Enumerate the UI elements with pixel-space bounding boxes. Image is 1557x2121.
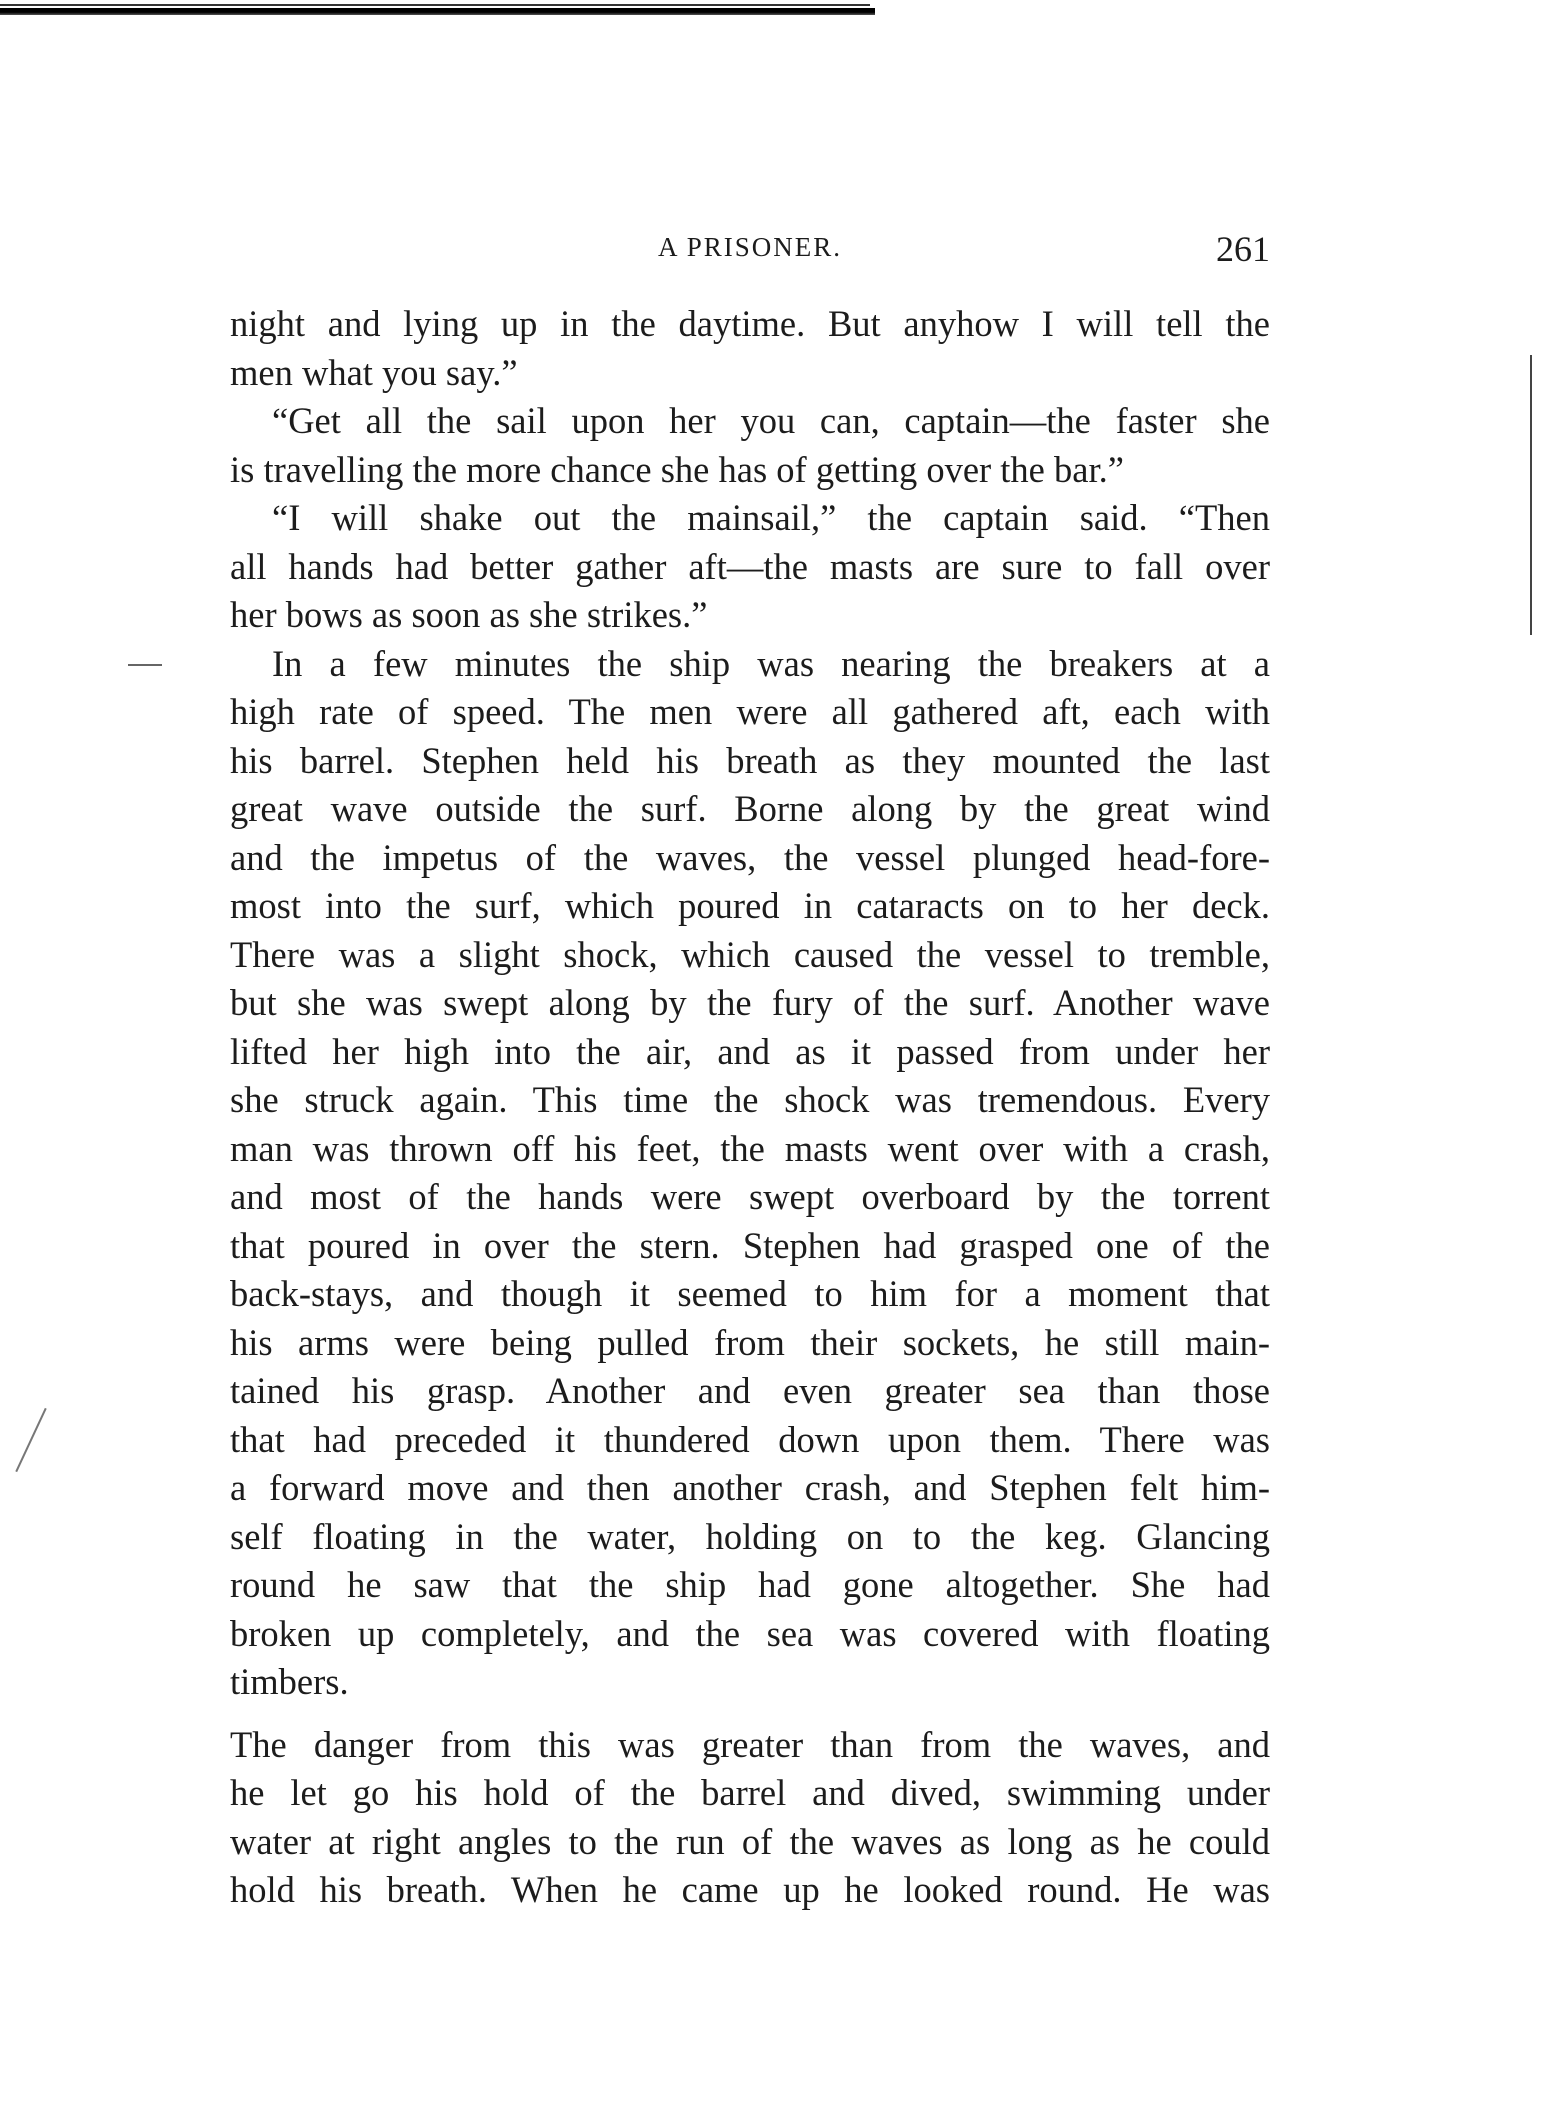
- text-line: tained his grasp. Another and even greater sea than those: [230, 1370, 1270, 1411]
- scan-mark: [128, 664, 162, 666]
- text-line: “Get all the sail upon her you can, captain—the faster she: [272, 400, 1270, 441]
- text-line: men what you say.”: [230, 351, 518, 393]
- text-line: great wave outside the surf. Borne along by the great wind: [230, 788, 1270, 829]
- text-line: The danger from this was greater than from the waves, and: [230, 1723, 1270, 1765]
- paragraph: [230, 640, 1270, 1707]
- text-line: back-stays, and though it seemed to him for a moment that: [230, 1273, 1270, 1314]
- text-line: night and lying up in the daytime. But anyhow I will tell the: [230, 303, 1270, 344]
- text-line: her bows as soon as she strikes.”: [230, 594, 708, 635]
- text-line: water at right angles to the run of the waves as long as he could: [230, 1820, 1270, 1862]
- text-line: most into the surf, which poured in cataracts on to her deck.: [230, 885, 1270, 926]
- paragraph: [230, 1721, 1270, 1915]
- text-line: There was a slight shock, which caused the vessel to tremble,: [230, 933, 1270, 975]
- page-number: 261: [1216, 229, 1270, 269]
- text-line: In a few minutes the ship was nearing the breakers at a: [272, 642, 1270, 684]
- running-head: [230, 229, 1270, 282]
- text-line: “I will shake out the mainsail,” the captain said. “Then: [272, 497, 1270, 538]
- paragraph: [230, 494, 1270, 640]
- chapter-title: A PRISONER.: [657, 232, 843, 262]
- text-line: man was thrown off his feet, the masts went over with a crash,: [230, 1127, 1270, 1169]
- paragraph: [230, 397, 1270, 494]
- body-text: [230, 300, 1270, 1915]
- text-line: high rate of speed. The men were all gathered aft, each with: [230, 691, 1270, 732]
- text-line: that poured in over the stern. Stephen had grasped one of the: [230, 1224, 1270, 1266]
- text-line: that had preceded it thundered down upon them. There was: [230, 1418, 1270, 1460]
- text-line: timbers.: [230, 1661, 349, 1702]
- text-line: but she was swept along by the fury of the surf. Another wave: [230, 982, 1270, 1023]
- text-line: a forward move and then another crash, and Stephen felt him-: [230, 1467, 1270, 1508]
- scan-mark: [1530, 355, 1532, 635]
- text-line: she struck again. This time the shock was tremendous. Every: [230, 1079, 1270, 1120]
- text-line: is travelling the more chance she has of getting over the bar.”: [230, 448, 1124, 490]
- paragraph-gap: [230, 1707, 1270, 1721]
- text-line: lifted her high into the air, and as it passed from under her: [230, 1030, 1270, 1072]
- top-scan-rule: [0, 4, 870, 6]
- text-line: and most of the hands were swept overboard by the torrent: [230, 1176, 1270, 1217]
- scan-mark: [15, 1408, 46, 1472]
- text-line: self floating in the water, holding on to the keg. Glancing: [230, 1515, 1270, 1557]
- text-line: his barrel. Stephen held his breath as they mounted the last: [230, 739, 1270, 781]
- paragraph: [230, 300, 1270, 397]
- text-line: round he saw that the ship had gone altogether. She had: [230, 1564, 1270, 1605]
- text-line: and the impetus of the waves, the vessel plunged head-fore-: [230, 836, 1270, 878]
- top-scan-border: [0, 8, 875, 15]
- text-line: broken up completely, and the sea was covered with floating: [230, 1612, 1270, 1654]
- text-line: all hands had better gather aft—the masts are sure to fall over: [230, 545, 1270, 587]
- text-line: his arms were being pulled from their sockets, he still main-: [230, 1321, 1270, 1363]
- text-line: hold his breath. When he came up he looked round. He was: [230, 1869, 1270, 1910]
- text-line: he let go his hold of the barrel and dived, swimming under: [230, 1772, 1270, 1813]
